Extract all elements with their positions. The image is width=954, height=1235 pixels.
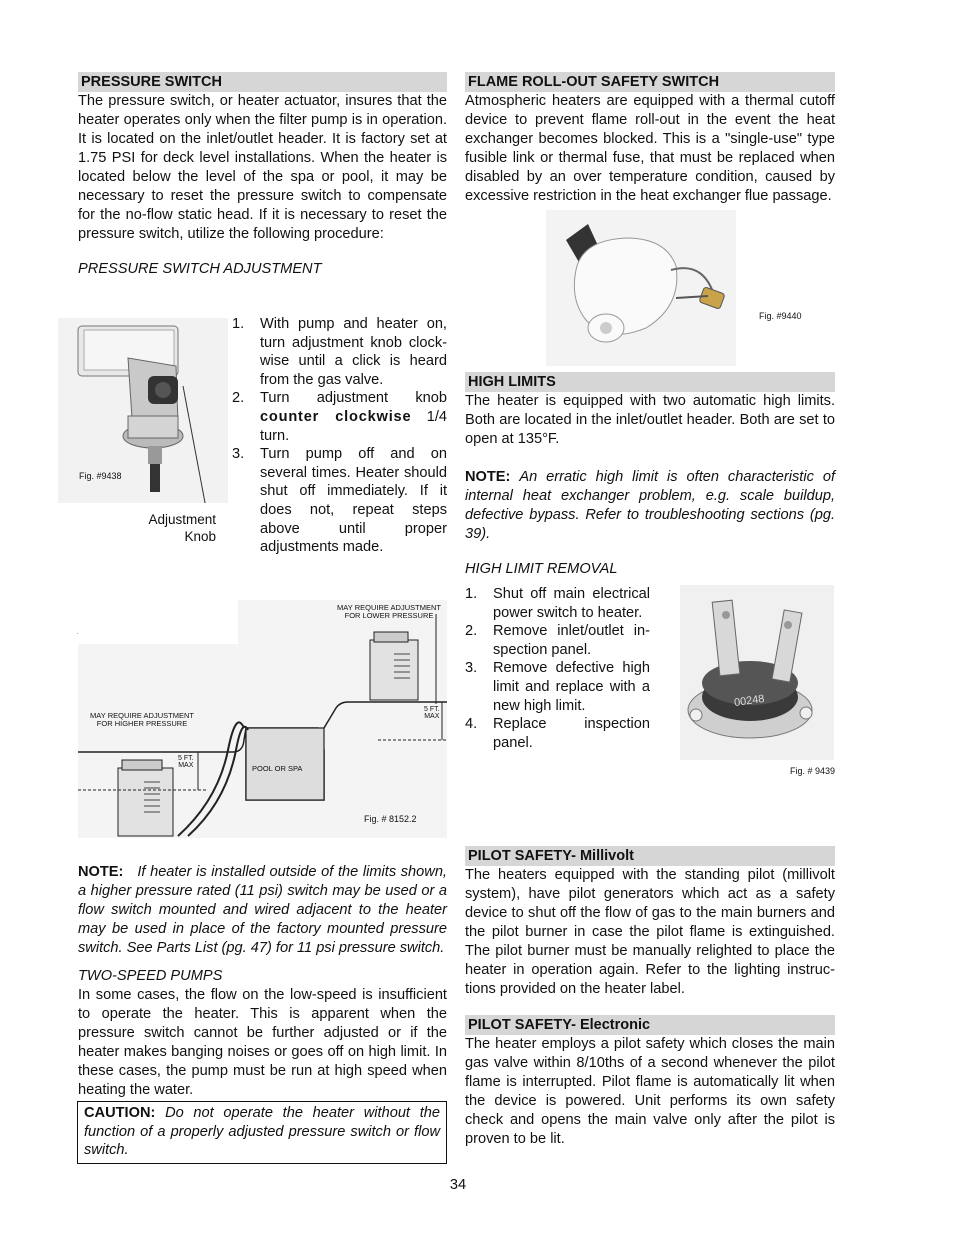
step-text-pre: Turn adjustment knob bbox=[260, 390, 447, 407]
step-number: 2. bbox=[465, 623, 478, 640]
step-text: Remove defective high limit and replace with a new high limit. bbox=[493, 660, 650, 714]
step-number: 2. bbox=[232, 390, 245, 407]
section-heading-pressure-switch: PRESSURE SWITCH bbox=[78, 72, 447, 92]
section-heading-pilot-millivolt: PILOT SAFETY- Millivolt bbox=[465, 846, 835, 866]
pool-or-spa-label: POOL OR SPA bbox=[252, 764, 303, 773]
caution-label: CAUTION: bbox=[84, 1105, 156, 1121]
adjustment-range-diagram bbox=[78, 600, 447, 838]
fig-label-9438: Fig. #9438 bbox=[79, 471, 122, 481]
lower-pressure-line-1: MAY REQUIRE ADJUSTMENT bbox=[337, 603, 441, 612]
higher-pressure-line-1: MAY REQUIRE ADJUSTMENT bbox=[90, 711, 194, 720]
fig-label-9440: Fig. #9440 bbox=[759, 311, 802, 321]
step-text bbox=[260, 389, 447, 445]
list-item bbox=[465, 622, 650, 659]
section-heading-pilot-electronic: PILOT SAFETY- Electronic bbox=[465, 1015, 835, 1035]
step-text-post: 1/4 turn. bbox=[260, 408, 447, 444]
caution-box bbox=[77, 1101, 447, 1164]
fig-label-8152: Fig. # 8152.2 bbox=[364, 814, 417, 824]
list-item bbox=[232, 315, 447, 389]
lower-pressure-label bbox=[330, 604, 448, 620]
section-heading-high-limits: HIGH LIMITS bbox=[465, 372, 835, 392]
list-item bbox=[465, 585, 650, 622]
step-number: 1. bbox=[465, 586, 478, 602]
fig-label-9439: Fig. # 9439 bbox=[790, 766, 836, 776]
list-item bbox=[232, 445, 447, 557]
pressure-switch-note bbox=[78, 863, 447, 958]
note-text: An erratic high limit is often characteristic of internal heat exchanger problem, e.g. scale buildup, defective bypass. Refer to troubleshooting sections (pg. 39). bbox=[465, 469, 835, 542]
list-item bbox=[232, 389, 447, 445]
step-text: Turn pump off and on several times. Heater should shut off immediately. If it does not, repeat steps above until proper adjustments made. bbox=[260, 446, 447, 556]
page-number: 34 bbox=[449, 1177, 467, 1193]
pilot-millivolt-body: The heaters equipped with the standing pilot (millivolt system), have pilot generators which act as a safety device to shut off the flow of gas to the main burners and the pilot burner in case the pilot flame is extinguished. The pilot burner must be manually relighted to place the heater in operation again. Refer to the lighting instruc-tions provided on the heater label. bbox=[465, 867, 835, 997]
step-number: 3. bbox=[232, 446, 245, 463]
step-text: Replace inspection panel. bbox=[493, 716, 650, 751]
max-upper-line-1: 5 FT. bbox=[424, 706, 440, 713]
adjustment-steps-list bbox=[232, 315, 447, 557]
max-lower-line-1: 5 FT. bbox=[178, 755, 194, 762]
note-label: NOTE: bbox=[78, 864, 124, 880]
pressure-switch-adjustment-title: PRESSURE SWITCH ADJUSTMENT bbox=[78, 261, 322, 277]
high-limit-removal-title: HIGH LIMIT REMOVAL bbox=[465, 561, 618, 577]
high-limits-note bbox=[465, 468, 835, 544]
adjustment-knob-callout bbox=[130, 511, 216, 545]
callout-line-2: Knob bbox=[184, 529, 216, 544]
caution-text: Do not operate the heater without the function of a properly adjusted pressure switch or flow switch. bbox=[84, 1105, 440, 1158]
note-text: If heater is installed outside of the limits shown, a higher pressure rated (11 psi) switch may be used or a flow switch mounted and wired adjacent to the heater may be used in place of the factory mounted pressure switch. See Parts List (pg. 47) for 11 psi pressure switch. bbox=[78, 864, 447, 956]
max-lower-line-2: MAX bbox=[178, 762, 194, 769]
high-limits-body: The heater is equipped with two automatic high limits. Both are located in the inlet/outlet header. Both are set to open at 135°F. bbox=[465, 393, 835, 447]
part-number-label: 00248 bbox=[733, 692, 766, 710]
max-upper-line-2: MAX bbox=[424, 713, 440, 720]
higher-pressure-line-2: FOR HIGHER PRESSURE bbox=[96, 719, 188, 728]
callout-line-1: Adjustment bbox=[148, 512, 216, 527]
high-limit-removal-steps bbox=[465, 585, 650, 752]
two-speed-pumps-title: TWO-SPEED PUMPS bbox=[78, 968, 223, 984]
thermal-fuse-photo bbox=[546, 210, 736, 366]
list-item bbox=[465, 659, 650, 715]
lower-pressure-line-2: FOR LOWER PRESSURE bbox=[344, 611, 434, 620]
higher-pressure-label bbox=[82, 712, 202, 728]
step-text: Shut off main electrical power switch to heater. bbox=[493, 586, 650, 621]
note-label: NOTE: bbox=[465, 469, 511, 485]
high-limit-photo bbox=[680, 585, 834, 760]
pilot-electronic-body: The heater employs a pilot safety which closes the main gas valve within 8/10ths of a second whenever the pilot flame is interrupted. Pilot flame is automatically lit when the device is powered. Unit performs its own safety check and opens the main valve only after the pilot is proven to be lit. bbox=[465, 1036, 835, 1147]
two-speed-pumps-body: In some cases, the flow on the low-speed is insufficient to operate the heater. This is apparent when the pressure switch cannot be further adjusted or if the heater makes banging noises or goes off on high limit. In these cases, the pump must be run at high speed when heating the water. bbox=[78, 987, 447, 1098]
step-number: 4. bbox=[465, 716, 478, 733]
max-label-lower bbox=[178, 755, 194, 769]
step-number: 3. bbox=[465, 660, 478, 677]
section-heading-flame-rollout: FLAME ROLL-OUT SAFETY SWITCH bbox=[465, 72, 835, 92]
step-text: With pump and heater on, turn adjustment knob clock-wise until a click is heard from the gas valve. bbox=[260, 316, 447, 388]
list-item bbox=[465, 715, 650, 752]
pressure-switch-body: The pressure switch, or heater actuator, insures that the heater operates only when the filter pump is in operation. It is located on the inlet/outlet header. It is factory set at 1.75 PSI for deck level installations. When the heater is located below the level of the spa or pool, it may be necessary to reset the pressure switch to compensate for the no-flow static head. If it is necessary to reset the pressure switch, utilize the following procedure: bbox=[78, 93, 447, 242]
max-label-upper bbox=[424, 706, 440, 720]
step-text-bold: counter clockwise bbox=[260, 408, 412, 425]
flame-rollout-body: Atmospheric heaters are equipped with a thermal cutoff device to prevent flame roll-out in the event the heat exchanger becomes blocked. This is a "single-use" type fusible link or thermal fuse, that must be replaced when disabled by an over temperature condition, caused by excessive restriction in the heat exchanger flue passage. bbox=[465, 93, 835, 204]
step-number: 1. bbox=[232, 316, 245, 332]
step-text: Remove inlet/outlet in-spection panel. bbox=[493, 623, 650, 658]
